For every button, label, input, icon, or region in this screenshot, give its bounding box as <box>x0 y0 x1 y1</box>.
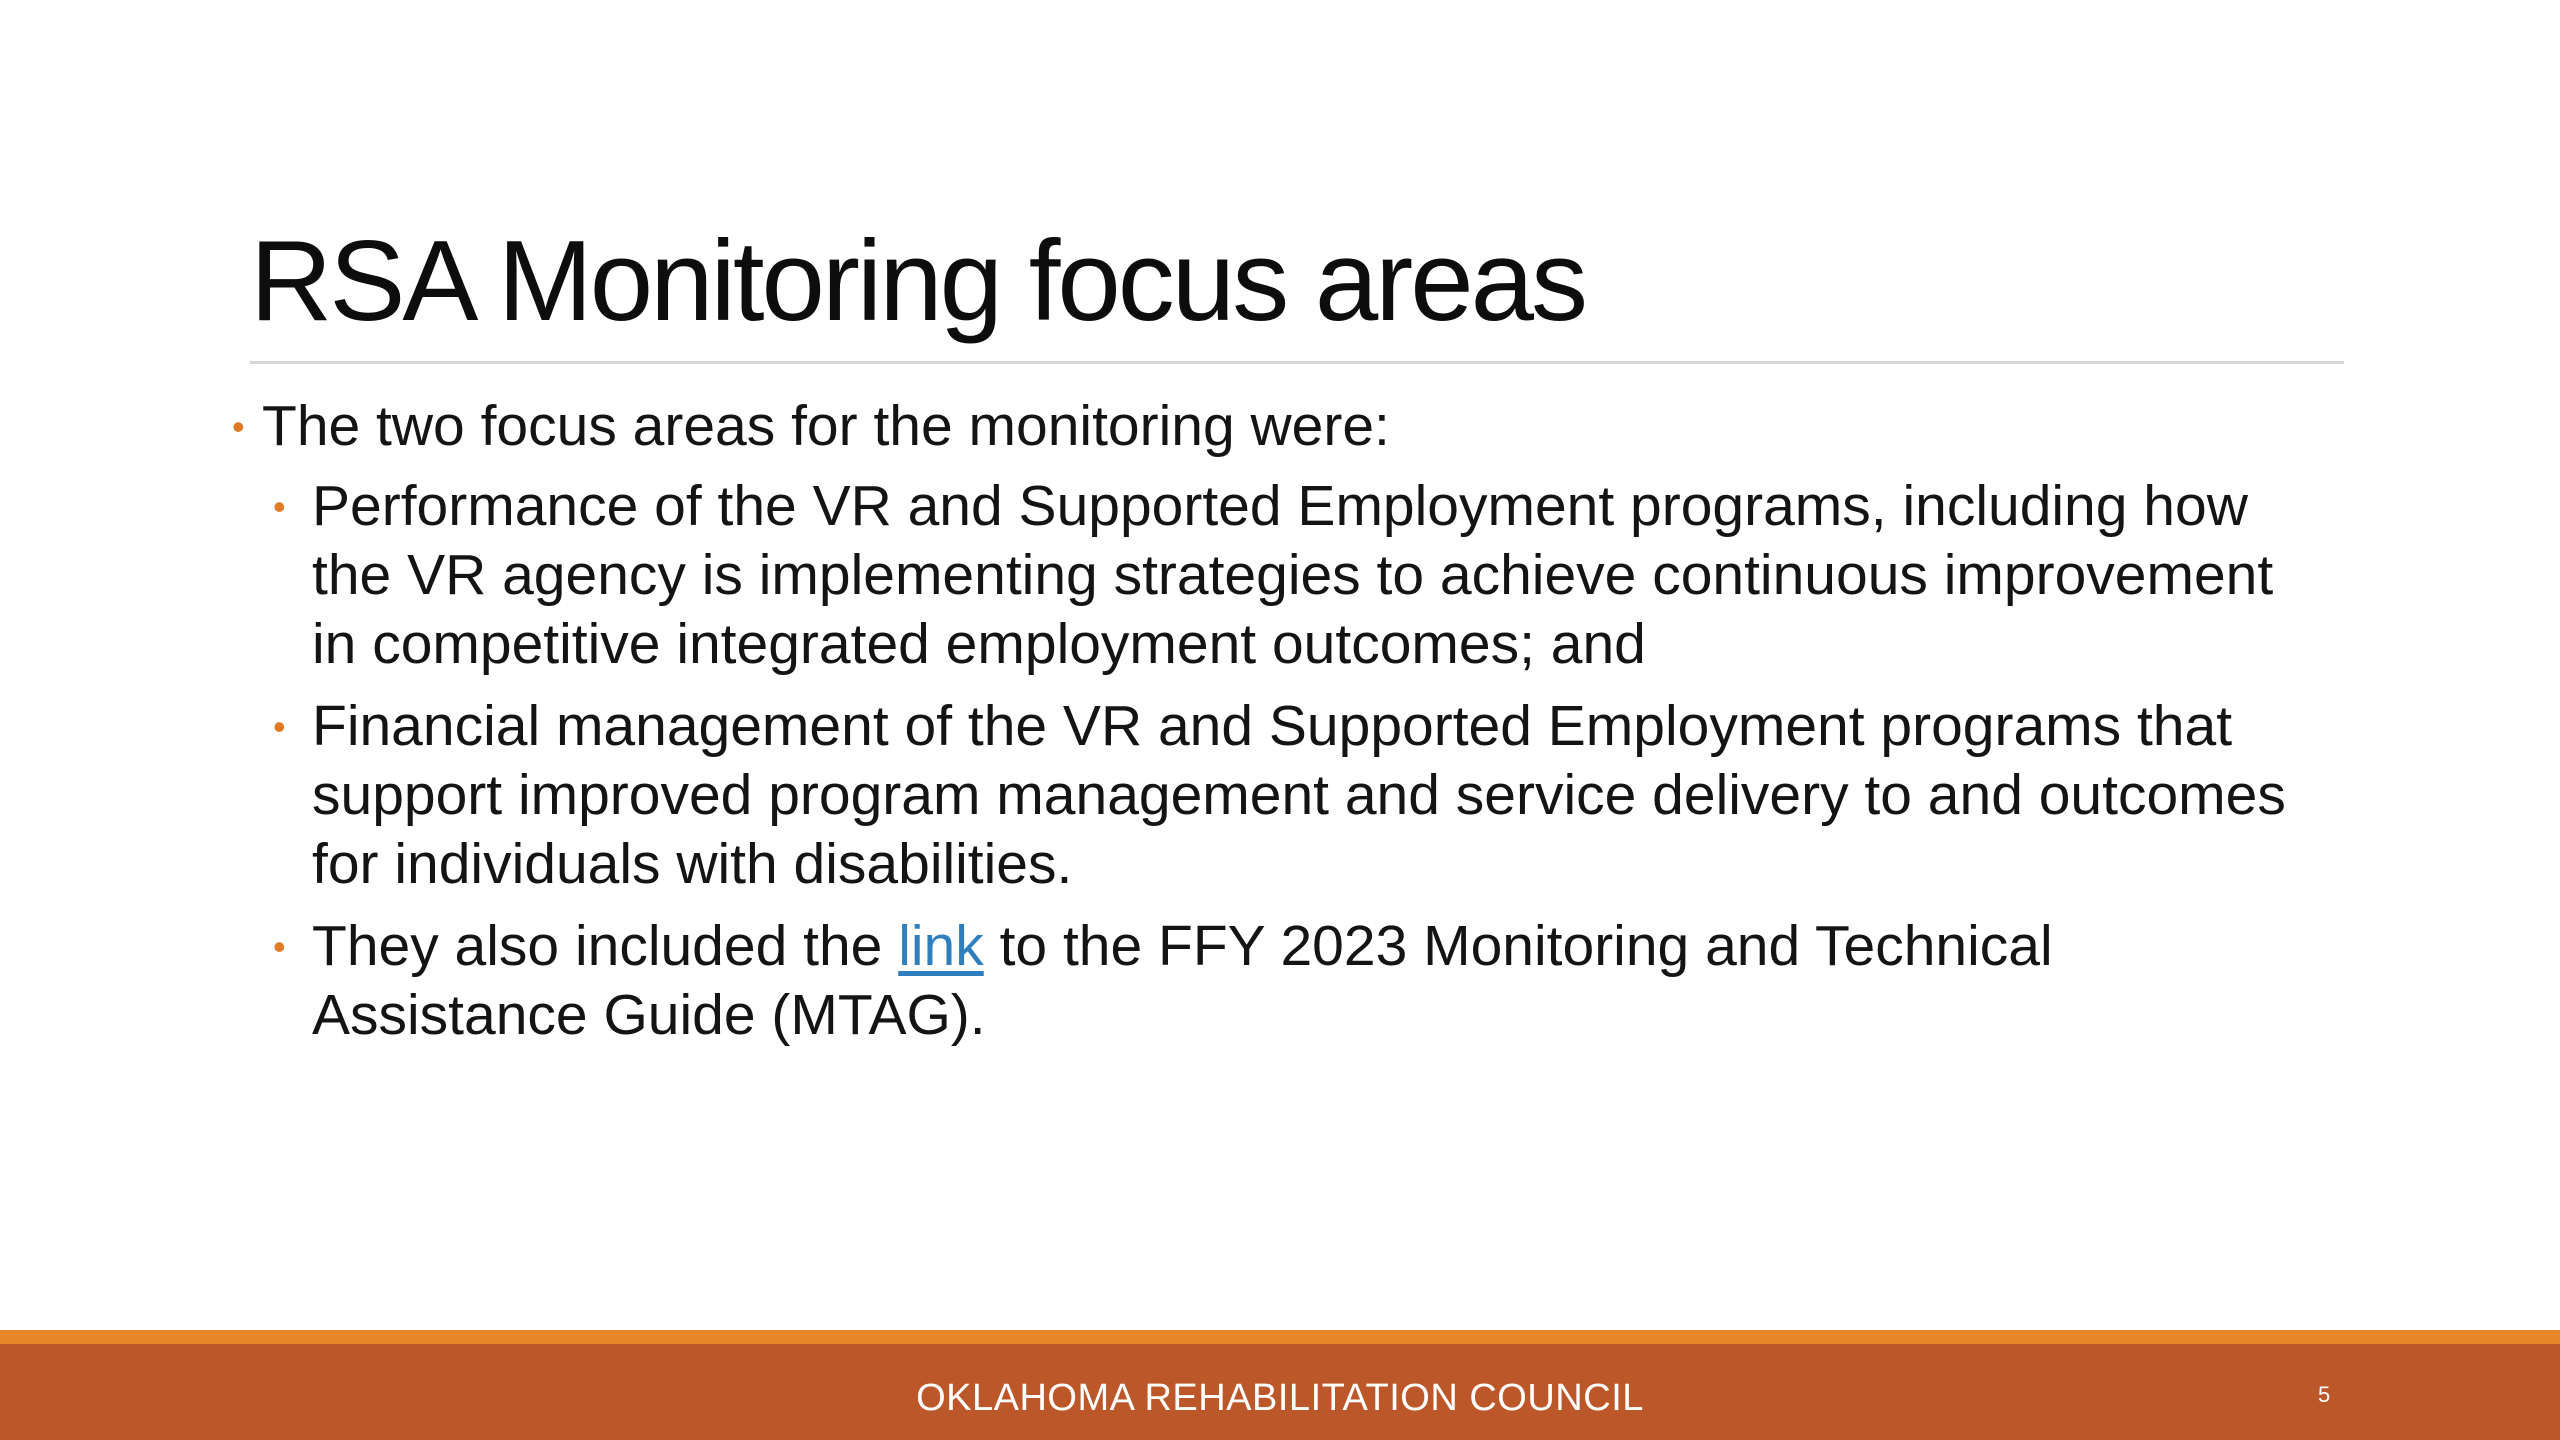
bullet-item-level1 <box>228 392 2328 461</box>
bullet-item-level2 <box>228 912 2328 1050</box>
bullet-text-before-link: They also included the <box>312 914 899 978</box>
bullet-text-after-link: to the FFY 2023 Monitoring and Technical Assistance Guide (MTAG). <box>312 914 2053 1047</box>
mtag-link[interactable]: link <box>898 914 984 978</box>
slide-number: 5 <box>2318 1382 2331 1407</box>
bullet-dot-icon: • <box>273 926 286 967</box>
slide-content <box>228 392 2328 1063</box>
bullet-text: Financial management of the VR and Supported Employment programs that support improved program management and service delivery to and outcomes for individuals with disabilities. <box>312 694 2286 896</box>
bullet-item-level2 <box>228 472 2328 679</box>
bullet-dot-icon: • <box>273 706 286 747</box>
footer-organization-name: OKLAHOMA REHABILITATION COUNCIL <box>916 1377 1644 1419</box>
bullet-dot-icon: • <box>273 486 286 527</box>
footer-accent-stripe <box>0 1330 2560 1344</box>
bullet-dot-icon: • <box>232 406 245 447</box>
bullet-text: The two focus areas for the monitoring were: <box>262 394 1390 458</box>
bullet-text: Performance of the VR and Supported Employment programs, including how the VR agency is implementing strategies to achieve continuous improvement in competitive integrated employment outcomes; and <box>312 474 2274 676</box>
footer-bar <box>0 1344 2560 1440</box>
title-divider <box>250 361 2344 364</box>
bullet-item-level2 <box>228 692 2328 899</box>
slide-title: RSA Monitoring focus areas <box>250 218 1586 345</box>
